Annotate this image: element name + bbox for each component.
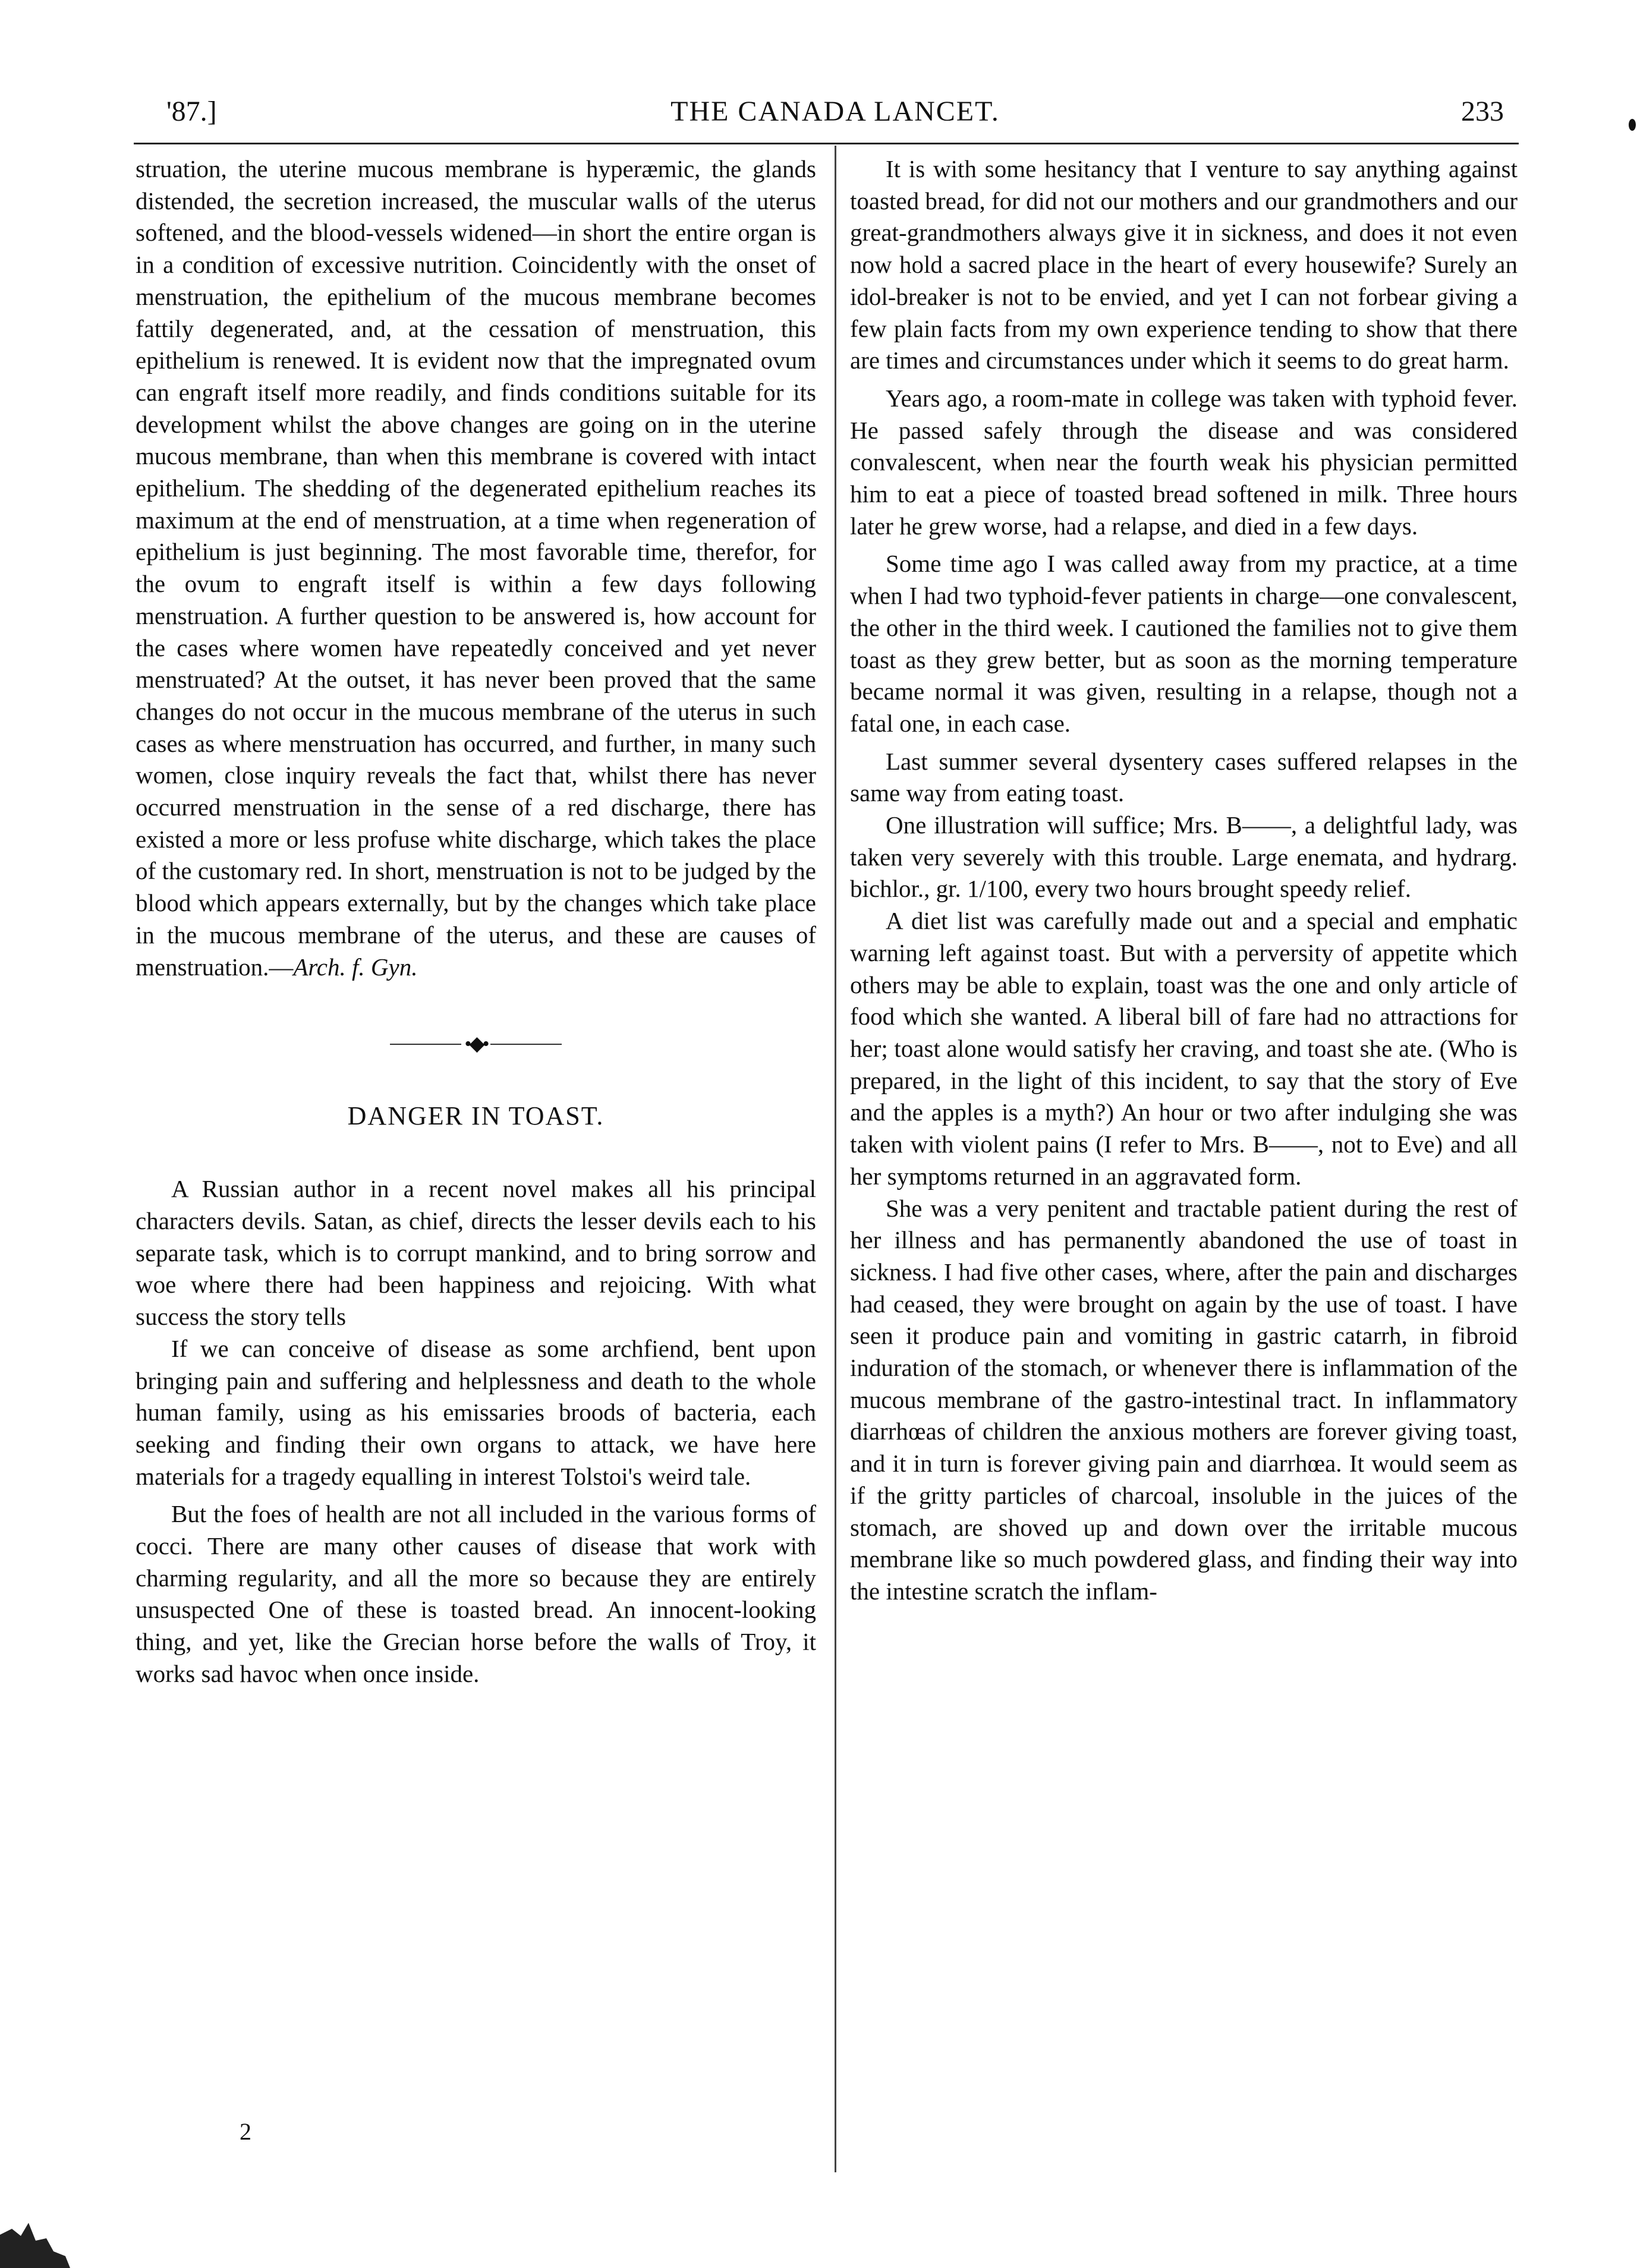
header-rule xyxy=(134,143,1519,144)
article-paragraph: She was a very penitent and tractable patient during the rest of her illness and has permanently abandoned the use of toast in sickness. I had five other cases, where, after the pain and discharges had ceased, they were brought on again by the use of toast. I have seen it produce pain and vomiting in gastric catarrh, in fibroid induration of the stomach, or whenever there is inflammation of the mucous membrane of the gastro-intestinal tract. In inflammatory diarrhœas of children the anxious mothers are forever giving toast, and it in turn is forever giving pain and diarrhœa. It would seem as if the gritty particles of charcoal, insoluble in the juices of the stomach, are shoved up and down over the irritable mucous membrane like so much powdered glass, and finding their way into the intestine scratch the inflam- xyxy=(850,1194,1518,1605)
right-column xyxy=(850,153,1518,1608)
column-divider xyxy=(835,146,836,2172)
article-paragraph: If we can conceive of disease as some archfiend, bent upon bringing pain and suffering and helplessness and death to the whole human family, using as his emissaries broods of bacteria, each seeking and finding their own organs to attack, we have here materials for a tragedy equalling in interest Tolstoi's weird tale. xyxy=(136,1334,816,1490)
page-number: 233 xyxy=(1461,96,1504,127)
article-paragraph: But the foes of health are not all included in the various forms of cocci. There are many other causes of disease that work with charming regularity, and all the more so because they are entirely unsuspected One of these is toasted bread. An innocent-looking thing, and yet, like the Grecian horse before the walls of Troy, it works sad havoc when once inside. xyxy=(136,1500,816,1687)
ornament-dots: •◆• xyxy=(464,1033,487,1056)
article-paragraph: One illustration will suffice; Mrs. B——, a delightful lady, was taken very severely with this trouble. Large enemata, and hydrarg. bichlor., gr. 1/100, every two hours brought speedy relief. xyxy=(850,811,1518,903)
article-paragraph: A diet list was carefully made out and a special and emphatic warning left against toast. But with a perversity of appetite which others may be able to explain, toast was the one and only article of food which she wanted. A liberal bill of fare had no attractions for her; toast alone would satisfy her craving, and toast she ate. (Who is prepared, in the light of this incident, to say that the story of Eve and the apples is a myth?) An hour or two after indulging she was taken with violent pains (I refer to Mrs. B——, not to Eve) and all her symptoms returned in an aggravated form. xyxy=(850,907,1518,1190)
menstruation-paragraph xyxy=(136,153,816,983)
citation-source: Arch. f. Gyn. xyxy=(293,953,418,981)
journal-title: THE CANADA LANCET. xyxy=(670,96,1000,127)
corner-ink-speck xyxy=(0,2199,71,2268)
article-paragraph: Some time ago I was called away from my practice, at a time when I had two typhoid-fever patients in charge—one convalescent, the other in the third week. I cautioned the families not to give them toast as they grew better, but as soon as the morning temperature became normal it was given, resulting in a relapse, though not a fatal one, in each case. xyxy=(850,550,1518,737)
ornament-line-left xyxy=(390,1044,461,1045)
section-ornament xyxy=(136,1033,816,1056)
left-column xyxy=(136,153,816,1690)
menstruation-text: struation, the uterine mucous membrane is hyperæmic, the glands distended, the secretion increased, the muscular walls of the uterus softened, and the blood-vessels widened—in short the entire organ is in a condition of excessive nutrition. Coincidently with the onset of menstruation, the epithelium of the mucous membrane becomes fattily degenerated, and, at the cessation of menstruation, this epithelium is renewed. It is evident now that the impregnated ovum can engraft itself more readily, and finds conditions suitable for its development whilst the above changes are going on in the uterine mucous membrane, than when this membrane is covered with intact epithelium. The shedding of the degenerated epithelium reaches its maximum at the end of menstruation, at a time when regeneration of epithelium is just beginning. The most favorable time, therefor, for the ovum to engraft itself is within a few days following menstruation. A further question to be answered is, how account for the cases where women have repeatedly conceived and yet never menstruated? At the outset, it has never been proved that the same changes do not occur in the mucous membrane of the uterus in such cases as where menstruation has occurred, and further, in many such women, close inquiry reveals the fact that, whilst there has never occurred menstruation in the sense of a red discharge, there has existed a more or less profuse white discharge, which takes the place of the customary red. In short, menstruation is not to be judged by the blood which appears externally, but by the changes which take place in the mucous membrane of the uterus, and these are causes of menstruation.— xyxy=(136,155,816,981)
edge-ink-mark xyxy=(1629,119,1636,131)
volume-year: '87.] xyxy=(166,96,217,127)
ornament-line-right xyxy=(490,1044,562,1045)
running-head xyxy=(166,95,1504,137)
article-paragraph: It is with some hesitancy that I venture to say anything against toasted bread, for did not our mothers and our grandmothers and our great-grandmothers always give it in sickness, and does it not even now hold a sacred place in the heart of every housewife? Surely an idol-breaker is not to be envied, and yet I can not forbear giving a few plain facts from my own experience tending to show that there are times and circumstances under which it seems to do great harm. xyxy=(850,155,1518,374)
article-paragraph: A Russian author in a recent novel makes all his principal characters devils. Satan, as chief, directs the lesser devils each to his separate task, which is to corrupt mankind, and to bring sorrow and woe where there had been happiness and rejoicing. With what success the story tells xyxy=(136,1175,816,1331)
section-title: DANGER IN TOAST. xyxy=(347,1101,605,1131)
signature-mark: 2 xyxy=(240,2118,251,2145)
article-paragraph: Years ago, a room-mate in college was taken with typhoid fever. He passed safely through the disease and was considered convalescent, when near the fourth weak his physician permitted him to eat a piece of toasted bread softened in milk. Three hours later he grew worse, had a relapse, and died in a few days. xyxy=(850,384,1518,540)
article-paragraph: Last summer several dysentery cases suffered relapses in the same way from eating toast. xyxy=(850,747,1518,807)
